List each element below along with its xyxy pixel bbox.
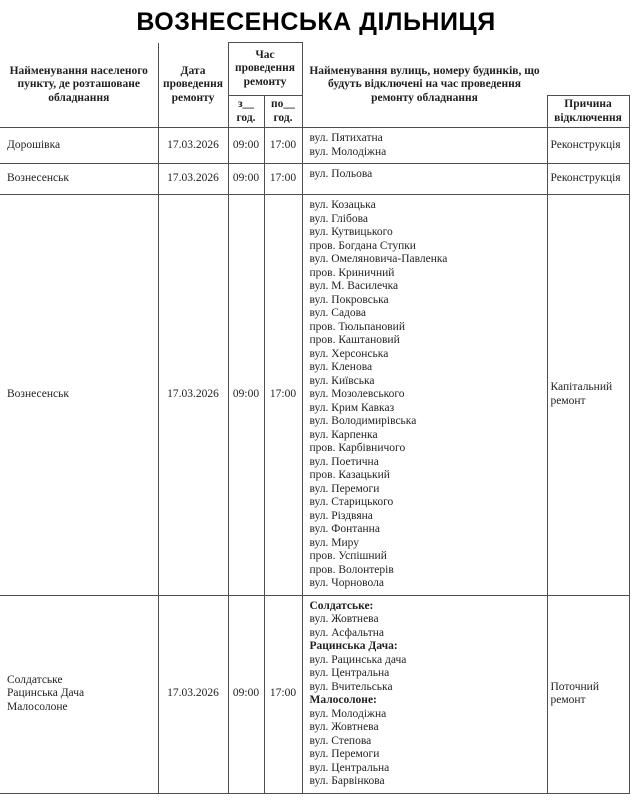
page-title: ВОЗНЕСЕНСЬКА ДІЛЬНИЦЯ	[136, 8, 496, 36]
street-line: вул. Покровська	[309, 293, 389, 306]
street-line: вул. Асфальтна	[309, 626, 385, 639]
street-line: вул. Володимирівська	[309, 415, 417, 427]
street-line: вул. Вчительська	[309, 680, 393, 693]
streets-cell	[302, 164, 547, 195]
street-line: вул. Молодіжна	[309, 145, 387, 158]
date-cell: 17.03.2026	[158, 128, 228, 164]
time-from-cell: 09:00	[228, 164, 264, 195]
street-line: пров. Богдана Ступки	[309, 239, 416, 252]
time-to-cell: 17:00	[264, 595, 302, 793]
street-line: вул. Різдвяна	[309, 509, 373, 522]
time-to-cell: 17:00	[264, 164, 302, 195]
street-group-label: Малосолоне:	[309, 694, 377, 706]
settlement-line: Вознесенськ	[7, 172, 69, 185]
header-time-to-prefix: по__	[271, 98, 295, 110]
reason-cell: Реконструкція	[547, 128, 629, 164]
street-line: вул. Кленова	[309, 361, 373, 373]
street-line: вул. Польова	[309, 168, 373, 180]
settlement-line: Рацинська Дача	[7, 687, 85, 700]
header-time-from-unit: год.	[236, 111, 256, 124]
street-line: вул. Херсонська	[309, 347, 389, 360]
street-line: вул. Жовтнева	[309, 721, 379, 733]
street-line: вул. М. Василечка	[309, 280, 399, 292]
settlement-line: Солдатське	[7, 673, 63, 686]
street-line: вул. Перемоги	[309, 482, 380, 495]
header-reason-spacer	[547, 43, 629, 96]
street-line: вул. Омеляновича-Павленка	[309, 253, 448, 265]
header-time-to	[264, 96, 302, 128]
street-line: вул. Фонтанна	[309, 523, 380, 535]
street-line: вул. Козацька	[309, 199, 376, 211]
header-settlement: Найменування населеного пункту, де розташоване обладнання	[0, 43, 158, 128]
settlement-cell	[0, 195, 158, 596]
street-line: пров. Криничний	[309, 266, 395, 279]
table-row	[0, 595, 629, 793]
time-to-cell: 17:00	[264, 128, 302, 164]
date-cell: 17.03.2026	[158, 195, 228, 596]
header-time: Час проведення ремонту	[228, 43, 302, 96]
date-cell: 17.03.2026	[158, 164, 228, 195]
table-header	[0, 43, 629, 128]
settlement-cell	[0, 128, 158, 164]
street-line: вул. Барвінкова	[309, 775, 385, 787]
header-reason: Причина відключення	[547, 96, 629, 128]
time-to-cell: 17:00	[264, 195, 302, 596]
street-line: вул. Жовтнева	[309, 613, 379, 625]
street-line: вул. Степова	[309, 734, 372, 747]
street-line: вул. Садова	[309, 307, 367, 319]
street-line: пров. Каштановий	[309, 334, 400, 346]
street-line: вул. Центральна	[309, 667, 390, 679]
street-line: вул. Глібова	[309, 212, 368, 225]
street-line: вул. Київська	[309, 374, 375, 387]
table-row	[0, 195, 629, 596]
street-line: вул. Пятихатна	[309, 132, 383, 144]
table-body	[0, 128, 629, 794]
reason-cell: Поточний ремонт	[547, 595, 629, 793]
settlement-line: Вознесенськ	[7, 388, 69, 400]
table-row	[0, 128, 629, 164]
street-line: вул. Старицького	[309, 496, 394, 508]
settlement-cell	[0, 164, 158, 195]
time-from-cell: 09:00	[228, 128, 264, 164]
header-streets: Найменування вулиць, номеру будинків, що будуть відключені на час проведення ремонту обладнання	[302, 43, 547, 128]
street-line: пров. Карбівничого	[309, 442, 406, 454]
time-from-cell: 09:00	[228, 595, 264, 793]
street-line: вул. Перемоги	[309, 748, 380, 760]
streets-cell	[302, 595, 547, 793]
street-line: вул. Крим Кавказ	[309, 401, 395, 414]
street-line: вул. Рацинська дача	[309, 653, 407, 666]
date-cell: 17.03.2026	[158, 595, 228, 793]
header-time-from	[228, 96, 264, 128]
reason-cell: Капітальний ремонт	[547, 195, 629, 596]
settlement-line: Дорошівка	[7, 138, 61, 151]
street-line: вул. Молодіжна	[309, 707, 387, 720]
street-line: пров. Успішний	[309, 550, 387, 562]
settlement-line: Малосолоне	[7, 700, 68, 713]
street-group-label: Рацинська Дача:	[309, 640, 398, 652]
header-time-to-unit: год.	[273, 111, 293, 124]
street-line: пров. Волонтерів	[309, 563, 394, 576]
streets-cell	[302, 195, 547, 596]
street-line: пров. Тюльпановий	[309, 320, 405, 333]
street-line: вул. Кутвицького	[309, 226, 393, 238]
header-row-top	[0, 43, 629, 96]
street-group-label: Солдатське:	[309, 599, 374, 612]
header-time-from-prefix: з__	[237, 98, 255, 110]
street-line: вул. Карпенка	[309, 428, 378, 441]
street-line: вул. Миру	[309, 536, 359, 549]
settlement-cell	[0, 595, 158, 793]
table-row	[0, 164, 629, 195]
outage-schedule-table	[0, 42, 630, 794]
time-from-cell: 09:00	[228, 195, 264, 596]
header-date: Дата проведення ремонту	[158, 43, 228, 128]
street-line: вул. Чорновола	[309, 577, 384, 589]
street-line: вул. Центральна	[309, 761, 390, 774]
reason-cell: Реконструкція	[547, 164, 629, 195]
street-line: вул. Поетична	[309, 455, 379, 468]
street-line: вул. Мозолевського	[309, 388, 405, 400]
street-line: пров. Казацький	[309, 469, 390, 481]
streets-cell	[302, 128, 547, 164]
